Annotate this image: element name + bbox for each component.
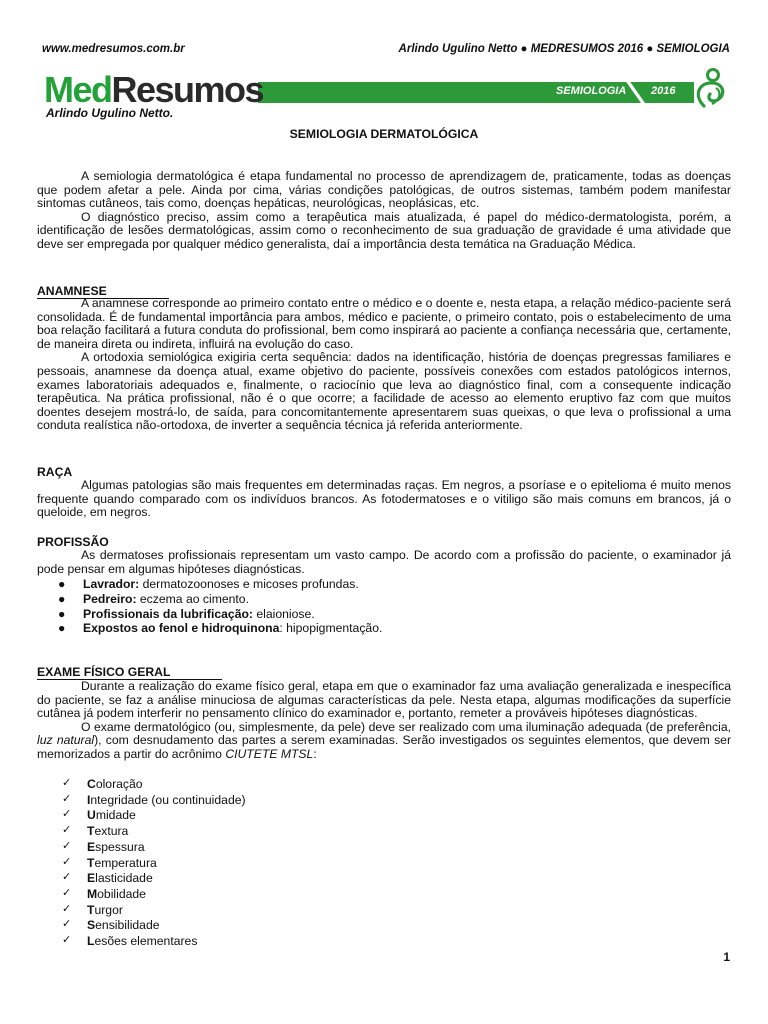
checklist-item: ✓ Sensibilidade [62,918,160,933]
band-label: SEMIOLOGIA [556,85,627,97]
band-year: 2016 [651,85,676,97]
medresumos-logo [44,70,263,110]
check-icon: ✓ [62,918,72,931]
checklist-item: ✓ Mobilidade [62,886,146,901]
checklist-item: ✓ Integridade (ou continuidade) [62,792,246,807]
anamnese-paragraph: A anamnese corresponde ao primeiro contato entre o médico e o doente e, nesta etapa, a relação médico-paciente será consolidada. É de fundamental importância para ambos, médico e paciente, o primeiro contato, pois o estabelecimento de uma boa relação facilitará a futura conduta do profissional, bem como inspirará ao paciente a confiança necessária que, certamente, de maneira direta ou indireta, influirá na evolução do caso. [37,296,731,351]
exame-heading: EXAME FÍSICO GERAL [37,665,222,679]
check-icon: ✓ [62,839,72,852]
list-item: ● Profissionais da lubrificação: elaioniose. [58,606,315,621]
running-header: Arlindo Ugulino Netto ● MEDRESUMOS 2016 ● SEMIOLOGIA [398,43,730,55]
checklist-item: ✓ Elasticidade [62,871,153,886]
mother-child-emblem-icon [692,66,732,112]
document-title: SEMIOLOGIA DERMATOLÓGICA [289,127,479,141]
check-icon: ✓ [62,886,72,899]
check-icon: ✓ [62,902,72,915]
intro-paragraph: A semiologia dermatológica é etapa fundamental no processo de aprendizagem de, praticamente, todas as doenças que podem afetar a pele. Ainda por cima, várias condições patológicas, de outros sistemas, também podem manifestar sintomas cutâneos, tais como, doenças hepáticas, neurológicas, neoplásicas, etc. [37,169,731,211]
page-number: 1 [723,950,730,964]
profissao-heading: PROFISSÃO [37,535,109,549]
raca-paragraph: Algumas patologias são mais frequentes em determinadas raças. Em negros, a psoríase e o epitelioma é muito menos frequente quando comparado com os indivíduos brancos. As fotodermatoses e o vitiligo são mais comuns em brancos, já o queloide, em negros. [37,478,731,520]
logo-med: Med [44,69,112,110]
intro-section [37,170,731,252]
check-icon: ✓ [62,777,72,789]
checklist-item: ✓ Turgor [62,902,123,917]
check-icon: ✓ [62,871,72,884]
logo-author: Arlindo Ugulino Netto. [46,106,174,120]
bullet-icon: ● [58,591,66,606]
anamnese-paragraph: A ortodoxia semiológica exigiria certa sequência: dados na identificação, história de doenças pregressas familiares e pessoais, anamnese da doença atual, exame objetivo do paciente, possíveis conexões com estados patológicos internos, exames laboratoriais adequados e, finalmente, o raciocínio que leva ao diagnóstico final, com a consequente indicação terapêutica. Na prática profissional, não é o que ocorre; a facilidade de acesso ao elemento eruptivo faz com que muitos doentes desejem mostrá-lo, de saída, para concomitantemente apresentarem suas queixas, o que leva o profissional a uma conduta realística não-ortodoxa, de inverter a sequência técnica já referida anteriormente. [37,350,731,433]
exame-section [37,680,731,762]
profissao-paragraph: As dermatoses profissionais representam um vasto campo. De acordo com a profissão do paciente, o examinador já pode pensar em algumas hipóteses diagnósticas. [37,548,731,576]
check-icon: ✓ [62,824,72,837]
checklist-item: ✓ Espessura [62,839,145,854]
bullet-icon: ● [58,621,66,636]
ciutete-checklist [62,777,246,950]
profissao-section [37,549,731,576]
intro-paragraph: O diagnóstico preciso, assim como a terapêutica mais atualizada, é papel do médico-dermatologista, porém, a identificação de lesões dermatológicas, assim como o reconhecimento de sua graduação de gravidade é uma atividade que deve ser empregada por qualquer médico generalista, daí a importância desta temática na Graduação Médica. [37,209,731,251]
list-item: ● Expostos ao fenol e hidroquinona: hipopigmentação. [58,621,383,636]
checklist-item: ✓ Coloração [62,777,143,791]
profissao-list [58,577,382,636]
bullet-icon: ● [58,577,66,591]
bullet-icon: ● [58,606,66,621]
raca-section [37,479,731,520]
checklist-item: ✓ Umidade [62,808,136,823]
check-icon: ✓ [62,808,72,821]
anamnese-heading: ANAMNESE [37,284,169,298]
check-icon: ✓ [62,792,72,805]
checklist-item: ✓ Textura [62,824,129,839]
exame-paragraph: Durante a realização do exame físico geral, etapa em que o examinador faz uma avaliação generalizada e inespecífica do paciente, se faz a análise minuciosa de algumas características da pele. Nesta etapa, algumas modificações da superfície cutânea já podem interferir no pensamento clínico do examinador e, portanto, remeter a prováveis hipóteses diagnósticas. [37,679,731,721]
list-item: ● Lavrador: dermatozoonoses e micoses profundas. [58,577,359,591]
checklist-item: ✓ Lesões elementares [62,934,198,949]
list-item: ● Pedreiro: eczema ao cimento. [58,591,249,606]
check-icon: ✓ [62,855,72,868]
checklist-item: ✓ Temperatura [62,855,157,870]
site-url[interactable]: www.medresumos.com.br [42,43,185,55]
exame-paragraph: O exame dermatológico (ou, simplesmente, da pele) deve ser realizado com uma iluminação adequada (de preferência, luz natural), com desnudamento das partes a serem examinadas. Serão investigados os seguintes elementos, que devem ser memorizados a partir do acrônimo CIUTETE MTSL: [37,719,732,761]
check-icon: ✓ [62,934,72,947]
raca-heading: RAÇA [37,465,73,479]
anamnese-section [37,297,731,433]
logo-resumos: Resumos [111,69,264,110]
